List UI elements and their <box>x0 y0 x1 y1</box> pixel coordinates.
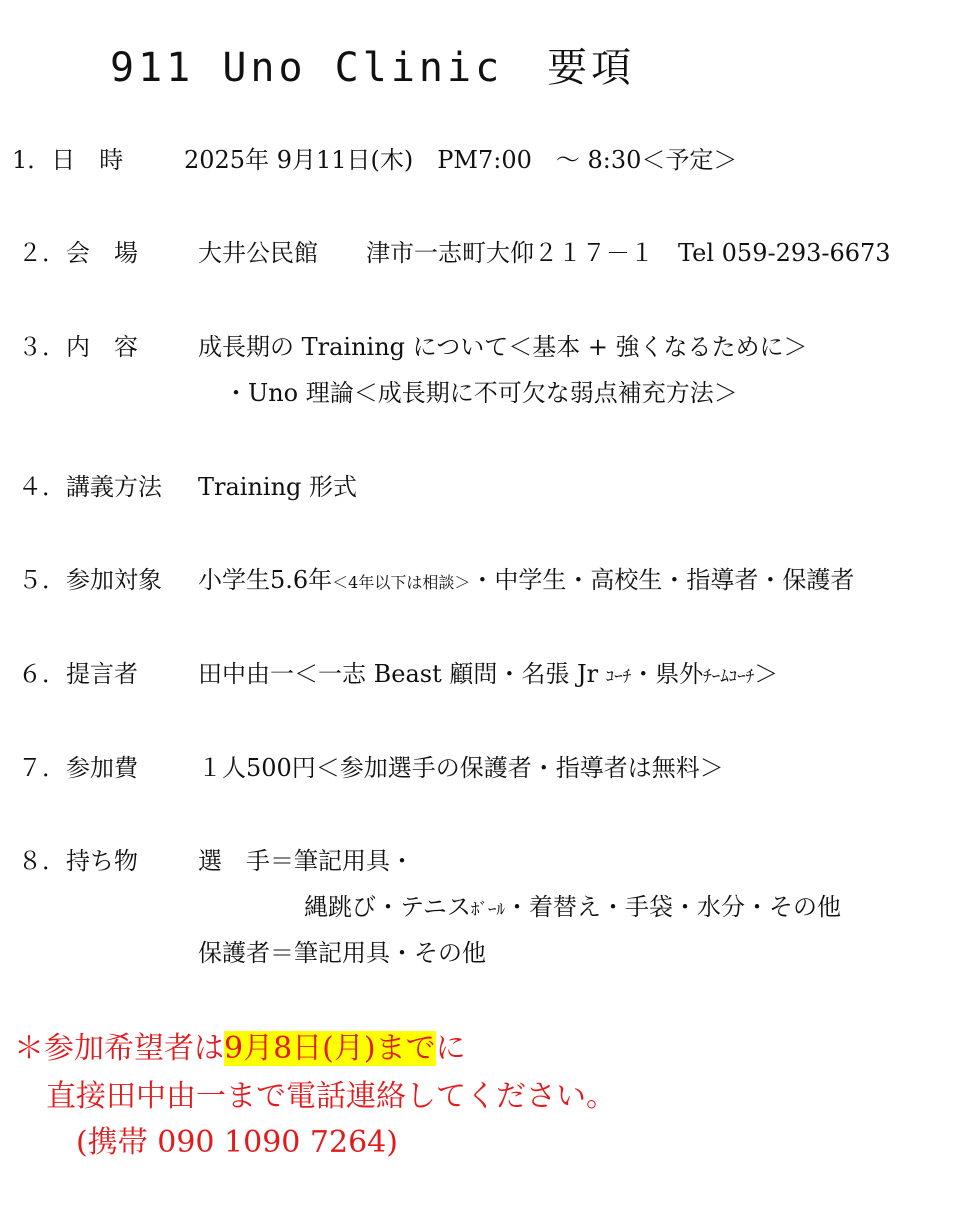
target-note: ＜4年以下は相談＞ <box>332 573 471 592</box>
item-venue-value: 大井公民館 津市一志町大仰２１７－１ Tel 059-293-6673 <box>198 239 891 267</box>
item-content-label: ３．内 容 <box>18 333 138 361</box>
speaker-team-coach: ﾁｰﾑｺｰﾁ <box>703 667 755 687</box>
item-content-value-2: ・Uno 理論＜成長期に不可欠な弱点補充方法＞ <box>224 379 738 407</box>
belongings-guardians: 保護者＝筆記用具・その他 <box>198 939 486 967</box>
belongings-players: 選 手＝筆記用具・ <box>198 847 414 875</box>
speaker-main: 田中由一＜一志 Beast 顧問・名張 Jr <box>198 660 606 688</box>
item-target-value <box>198 565 854 598</box>
item-fee-value: １人500円＜参加選手の保護者・指導者は無料＞ <box>198 754 724 782</box>
notice-deadline: 9月8日(月)まで <box>224 1031 436 1066</box>
notice-phone: (携帯 090 1090 7264) <box>76 1125 398 1160</box>
target-rest: ・中学生・高校生・指導者・保護者 <box>470 566 855 594</box>
item-fee-label: ７．参加費 <box>18 754 138 782</box>
notice-line-2: 直接田中由一まで電話連絡してください。 <box>46 1079 616 1114</box>
item-date-value: 2025年 9月11日(木) PM7:00 ～ 8:30＜予定＞ <box>184 146 738 174</box>
target-main: 小学生5.6年 <box>198 566 333 594</box>
speaker-end: ＞ <box>754 660 779 688</box>
item-method-label: ４．講義方法 <box>18 473 162 501</box>
speaker-mid: ・県外 <box>631 660 704 688</box>
item-belongings-label: ８．持ち物 <box>18 847 138 875</box>
item-speaker-value <box>198 659 778 692</box>
item-speaker-label: ６．提言者 <box>18 660 138 688</box>
speaker-coach: ｺｰﾁ <box>605 667 632 687</box>
item-venue-label: ２．会 場 <box>18 239 138 267</box>
item-content-value: 成長期の Training について＜基本 + 強くなるために＞ <box>198 333 808 361</box>
notice-post: に <box>435 1031 466 1066</box>
item-date-label: 1．日 時 <box>12 146 124 174</box>
belongings-ball: ﾎﾞｰﾙ <box>471 900 506 920</box>
item-method-value: Training 形式 <box>198 473 358 501</box>
notice-pre: ＊参加希望者は <box>14 1031 224 1066</box>
belongings-items-a: 縄跳び・テニス <box>304 893 472 921</box>
belongings-items-b: ・着替え・手袋・水分・その他 <box>505 893 842 921</box>
belongings-players-items <box>304 892 841 925</box>
notice-line-1 <box>14 1030 466 1068</box>
page-title: 911 Uno Clinic 要項 <box>110 45 636 91</box>
item-target-label: ５．参加対象 <box>18 566 162 594</box>
